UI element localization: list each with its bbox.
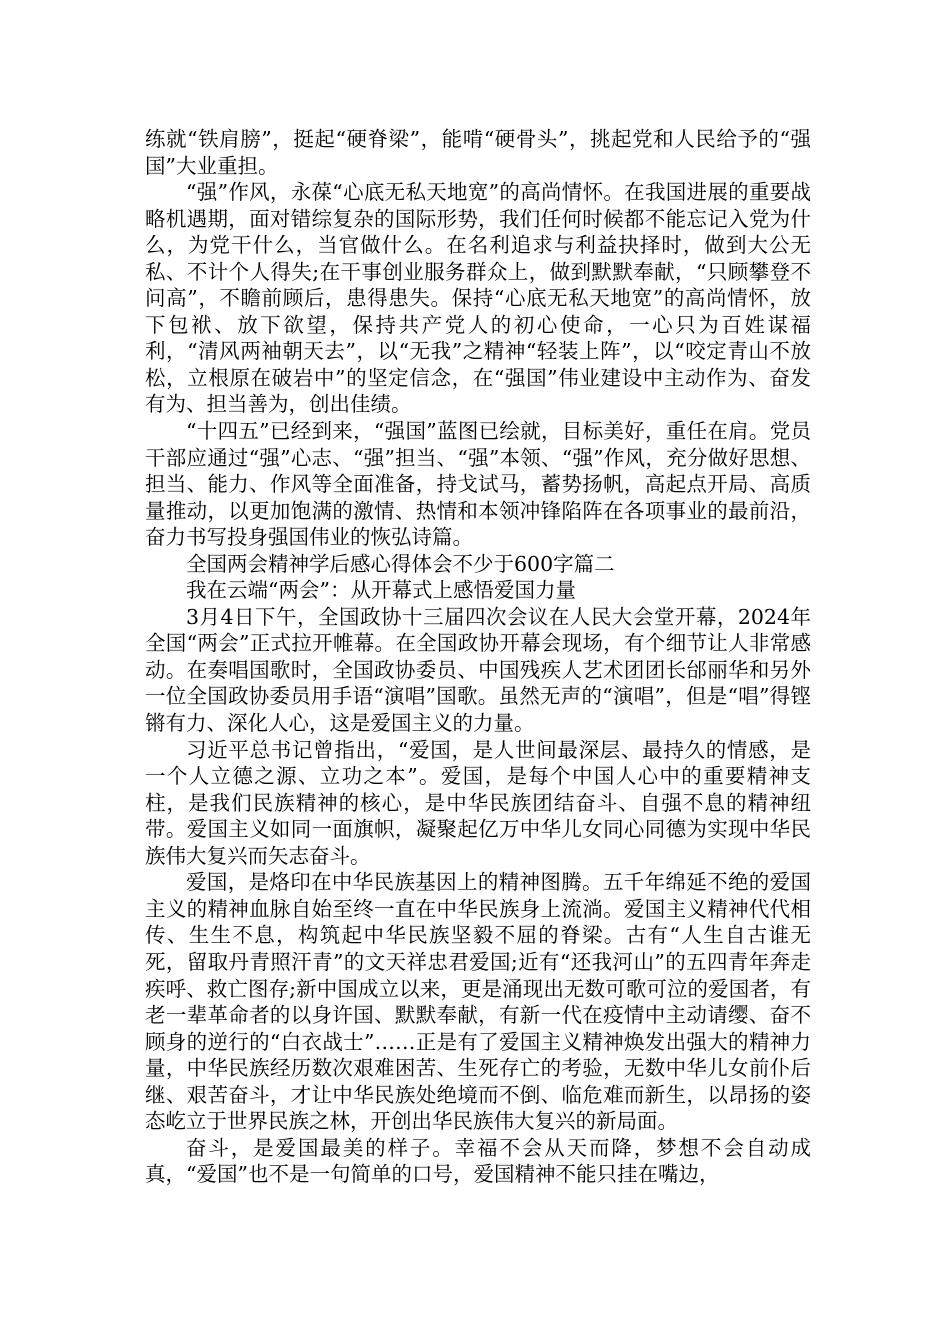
paragraph-opening-ceremony: 3月4日下午，全国政协十三届四次会议在人民大会堂开幕，2024年全国“两会”正式拉开帷幕。在全国政协开幕会现场，有个细节让人非常感动。在奏唱国歌时，全国政协委员、中国残疾人艺术团团长邰丽华和另外一位全国政协委员用手语“演唱”国歌。虽然无声的“演唱”，但是“唱”得铿锵有力、深化人心，这是爱国主义的力量。 bbox=[145, 604, 811, 736]
paragraph-fourteenth-five-year: “十四五”已经到来，“强国”蓝图已绘就，目标美好，重任在肩。党员干部应通过“强”心志、“强”担当、“强”本领、“强”作风，充分做好思想、担当、能力、作风等全面准备，持戈试马，蓄势扬帆，高起点开局、高质量推动，以更加饱满的激情、热情和本领冲锋陷阵在各项事业的最前沿，奋力书写投身强国伟业的恢弘诗篇。 bbox=[145, 419, 811, 550]
paragraph-continuation: 练就“铁肩膀”，挺起“硬脊梁”，能啃“硬骨头”，挑起党和人民给予的“强国”大业重担。 bbox=[145, 127, 811, 178]
document-page bbox=[145, 126, 811, 1188]
paragraph-struggle: 奋斗，是爱国最美的样子。幸福不会从天而降，梦想不会自动成真，“爱国”也不是一句简单的口号，爱国精神不能只挂在嘴边， bbox=[145, 1135, 811, 1187]
paragraph-quote: 习近平总书记曾指出，“爱国，是人世间最深层、最持久的情感，是一个人立德之源、立功之本”。爱国，是每个中国人心中的重要精神支柱，是我们民族精神的核心，是中华民族团结奋斗、自强不息的精神纽带。爱国主义如同一面旗帜，凝聚起亿万中华儿女同心同德为实现中华民族伟大复兴而矢志奋斗。 bbox=[145, 737, 811, 868]
paragraph-work-style: “强”作风，永葆“心底无私天地宽”的高尚情怀。在我国进展的重要战略机遇期，面对错综复杂的国际形势，我们任何时候都不能忘记入党为什么，为党干什么，当官做什么。在名利追求与利益抉择时，做到大公无私、不计个人得失;在干事创业服务群众上，做到默默奉献，“只顾攀登不问高”，不瞻前顾后，患得患失。保持“心底无私天地宽”的高尚情怀，放下包袱、放下欲望，保持共产党人的初心使命，一心只为百姓谋福利，“清风两袖朝天去”，以“无我”之精神“轻装上阵”，以“咬定青山不放松，立根原在破岩中”的坚定信念，在“强国”伟业建设中主动作为、奋发有为、担当善为，创出佳绩。 bbox=[145, 180, 811, 417]
paragraph-patriotism-totem: 爱国，是烙印在中华民族基因上的精神图腾。五千年绵延不绝的爱国主义的精神血脉自始至终一直在中华民族身上流淌。爱国主义精神代代相传、生生不息，构筑起中华民族坚毅不屈的脊梁。古有“人生自古谁无死，留取丹青照汗青”的文天祥忠君爱国;近有“还我河山”的五四青年奔走疾呼、救亡图存;新中国成立以来，更是涌现出无数可歌可泣的爱国者，有老一辈革命者的以身许国、默默奉献，有新一代在疫情中主动请缨、奋不顾身的逆行的“白衣战士”……正是有了爱国主义精神焕发出强大的精神力量，中华民族经历数次艰难困苦、生死存亡的考验，无数中华儿女前仆后继、艰苦奋斗，才让中华民族处绝境而不倒、临危难而新生，以昂扬的姿态屹立于世界民族之林，开创出华民族伟大复兴的新局面。 bbox=[145, 870, 811, 1134]
section-heading: 全国两会精神学后感心得体会不少于600字篇二 bbox=[186, 551, 615, 576]
section-subheading: 我在云端“两会”：从开幕式上感悟爱国力量 bbox=[186, 578, 576, 603]
